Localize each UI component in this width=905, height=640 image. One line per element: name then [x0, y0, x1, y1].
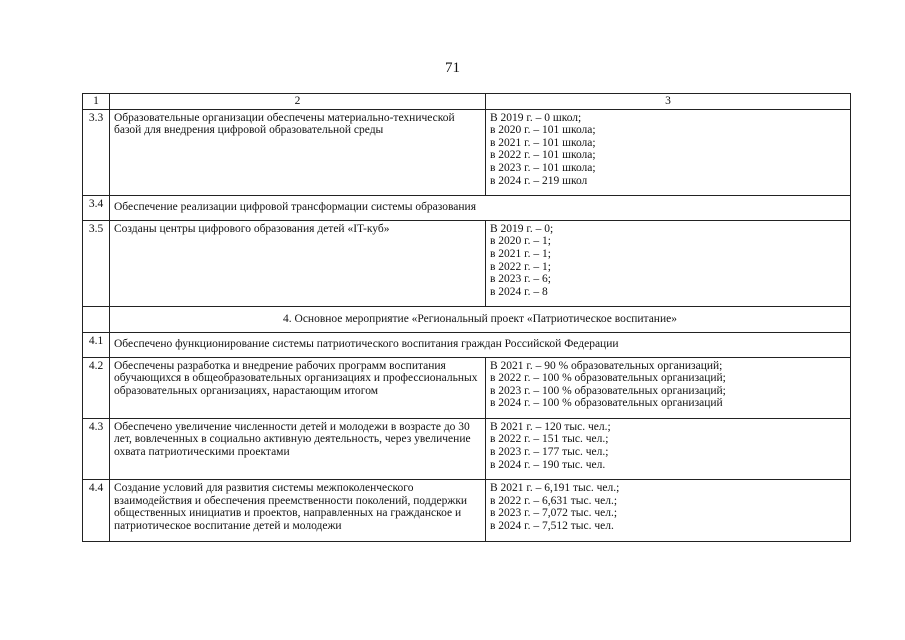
row-description: Образовательные организации обеспечены материально-технической базой для внедрения цифровой образовательной среды [110, 109, 486, 196]
value-line: В 2019 г. – 0 школ; [490, 111, 582, 124]
row-description: Обеспечено функционирование системы патриотического воспитания граждан Российской Федерации [110, 332, 851, 357]
row-values [486, 480, 851, 541]
value-line: в 2024 г. – 7,512 тыс. чел. [490, 520, 614, 533]
value-line: в 2023 г. – 177 тыс. чел.; [490, 446, 609, 459]
row-description: Создание условий для развития системы межпоколенческого взаимодействия и обеспечения преемственности поколений, поддержки общественных инициатив и проектов, направленных на гражданское и патриотическое воспитание детей и молодежи [110, 480, 486, 541]
value-line: в 2022 г. – 6,631 тыс. чел.; [490, 494, 618, 507]
row-number [83, 307, 110, 333]
page-number: 71 [445, 60, 460, 76]
value-line: в 2024 г. – 8 [490, 285, 548, 298]
table-row [83, 109, 851, 196]
value-line: в 2022 г. – 151 тыс. чел.; [490, 433, 609, 446]
value-line: в 2023 г. – 101 школа; [490, 161, 596, 174]
row-values [486, 418, 851, 479]
value-line: В 2019 г. – 0; [490, 222, 554, 235]
table-row [83, 220, 851, 307]
table-row [83, 357, 851, 418]
row-values [486, 220, 851, 307]
row-values [486, 109, 851, 196]
value-line: в 2023 г. – 7,072 тыс. чел.; [490, 507, 618, 520]
value-line: в 2024 г. – 100 % образовательных организаций [490, 397, 723, 410]
value-line: В 2021 г. – 90 % образовательных организаций; [490, 359, 723, 372]
value-line: в 2022 г. – 101 школа; [490, 149, 596, 162]
table-row [83, 196, 851, 221]
value-line: в 2020 г. – 1; [490, 235, 551, 248]
row-number: 3.4 [83, 196, 110, 221]
row-description: Созданы центры цифрового образования детей «IT-куб» [110, 220, 486, 307]
row-number: 4.1 [83, 332, 110, 357]
section-title: 4. Основное мероприятие «Региональный проект «Патриотическое воспитание» [110, 307, 851, 333]
table-row [83, 332, 851, 357]
value-line: в 2021 г. – 1; [490, 247, 551, 260]
table-header-row [83, 94, 851, 110]
value-line: в 2022 г. – 1; [490, 260, 551, 273]
section-row [83, 307, 851, 333]
row-description: Обеспечено увеличение численности детей и молодежи в возрасте до 30 лет, вовлеченных в социально активную деятельность, через увеличение охвата патриотическими проектами [110, 418, 486, 479]
document-table [82, 93, 851, 542]
value-line: в 2023 г. – 6; [490, 273, 551, 286]
row-description: Обеспечение реализации цифровой трансформации системы образования [110, 196, 851, 221]
table-row [83, 418, 851, 479]
value-line: в 2020 г. – 101 школа; [490, 124, 596, 137]
row-number: 4.2 [83, 357, 110, 418]
value-line: в 2022 г. – 100 % образовательных организаций; [490, 372, 726, 385]
row-number: 4.3 [83, 418, 110, 479]
value-line: в 2024 г. – 219 школ [490, 174, 588, 187]
value-line: В 2021 г. – 6,191 тыс. чел.; [490, 482, 620, 495]
column-header: 2 [110, 94, 486, 110]
row-number: 3.5 [83, 220, 110, 307]
row-description: Обеспечены разработка и внедрение рабочих программ воспитания обучающихся в общеобразовательных организациях и профессиональных образовательных организациях, нарастающим итогом [110, 357, 486, 418]
row-number: 3.3 [83, 109, 110, 196]
value-line: В 2021 г. – 120 тыс. чел.; [490, 420, 611, 433]
row-values [486, 357, 851, 418]
table-row [83, 480, 851, 541]
value-line: в 2024 г. – 190 тыс. чел. [490, 458, 606, 471]
row-number: 4.4 [83, 480, 110, 541]
value-line: в 2021 г. – 101 школа; [490, 136, 596, 149]
column-header: 3 [486, 94, 851, 110]
column-header: 1 [83, 94, 110, 110]
value-line: в 2023 г. – 100 % образовательных организаций; [490, 384, 726, 397]
